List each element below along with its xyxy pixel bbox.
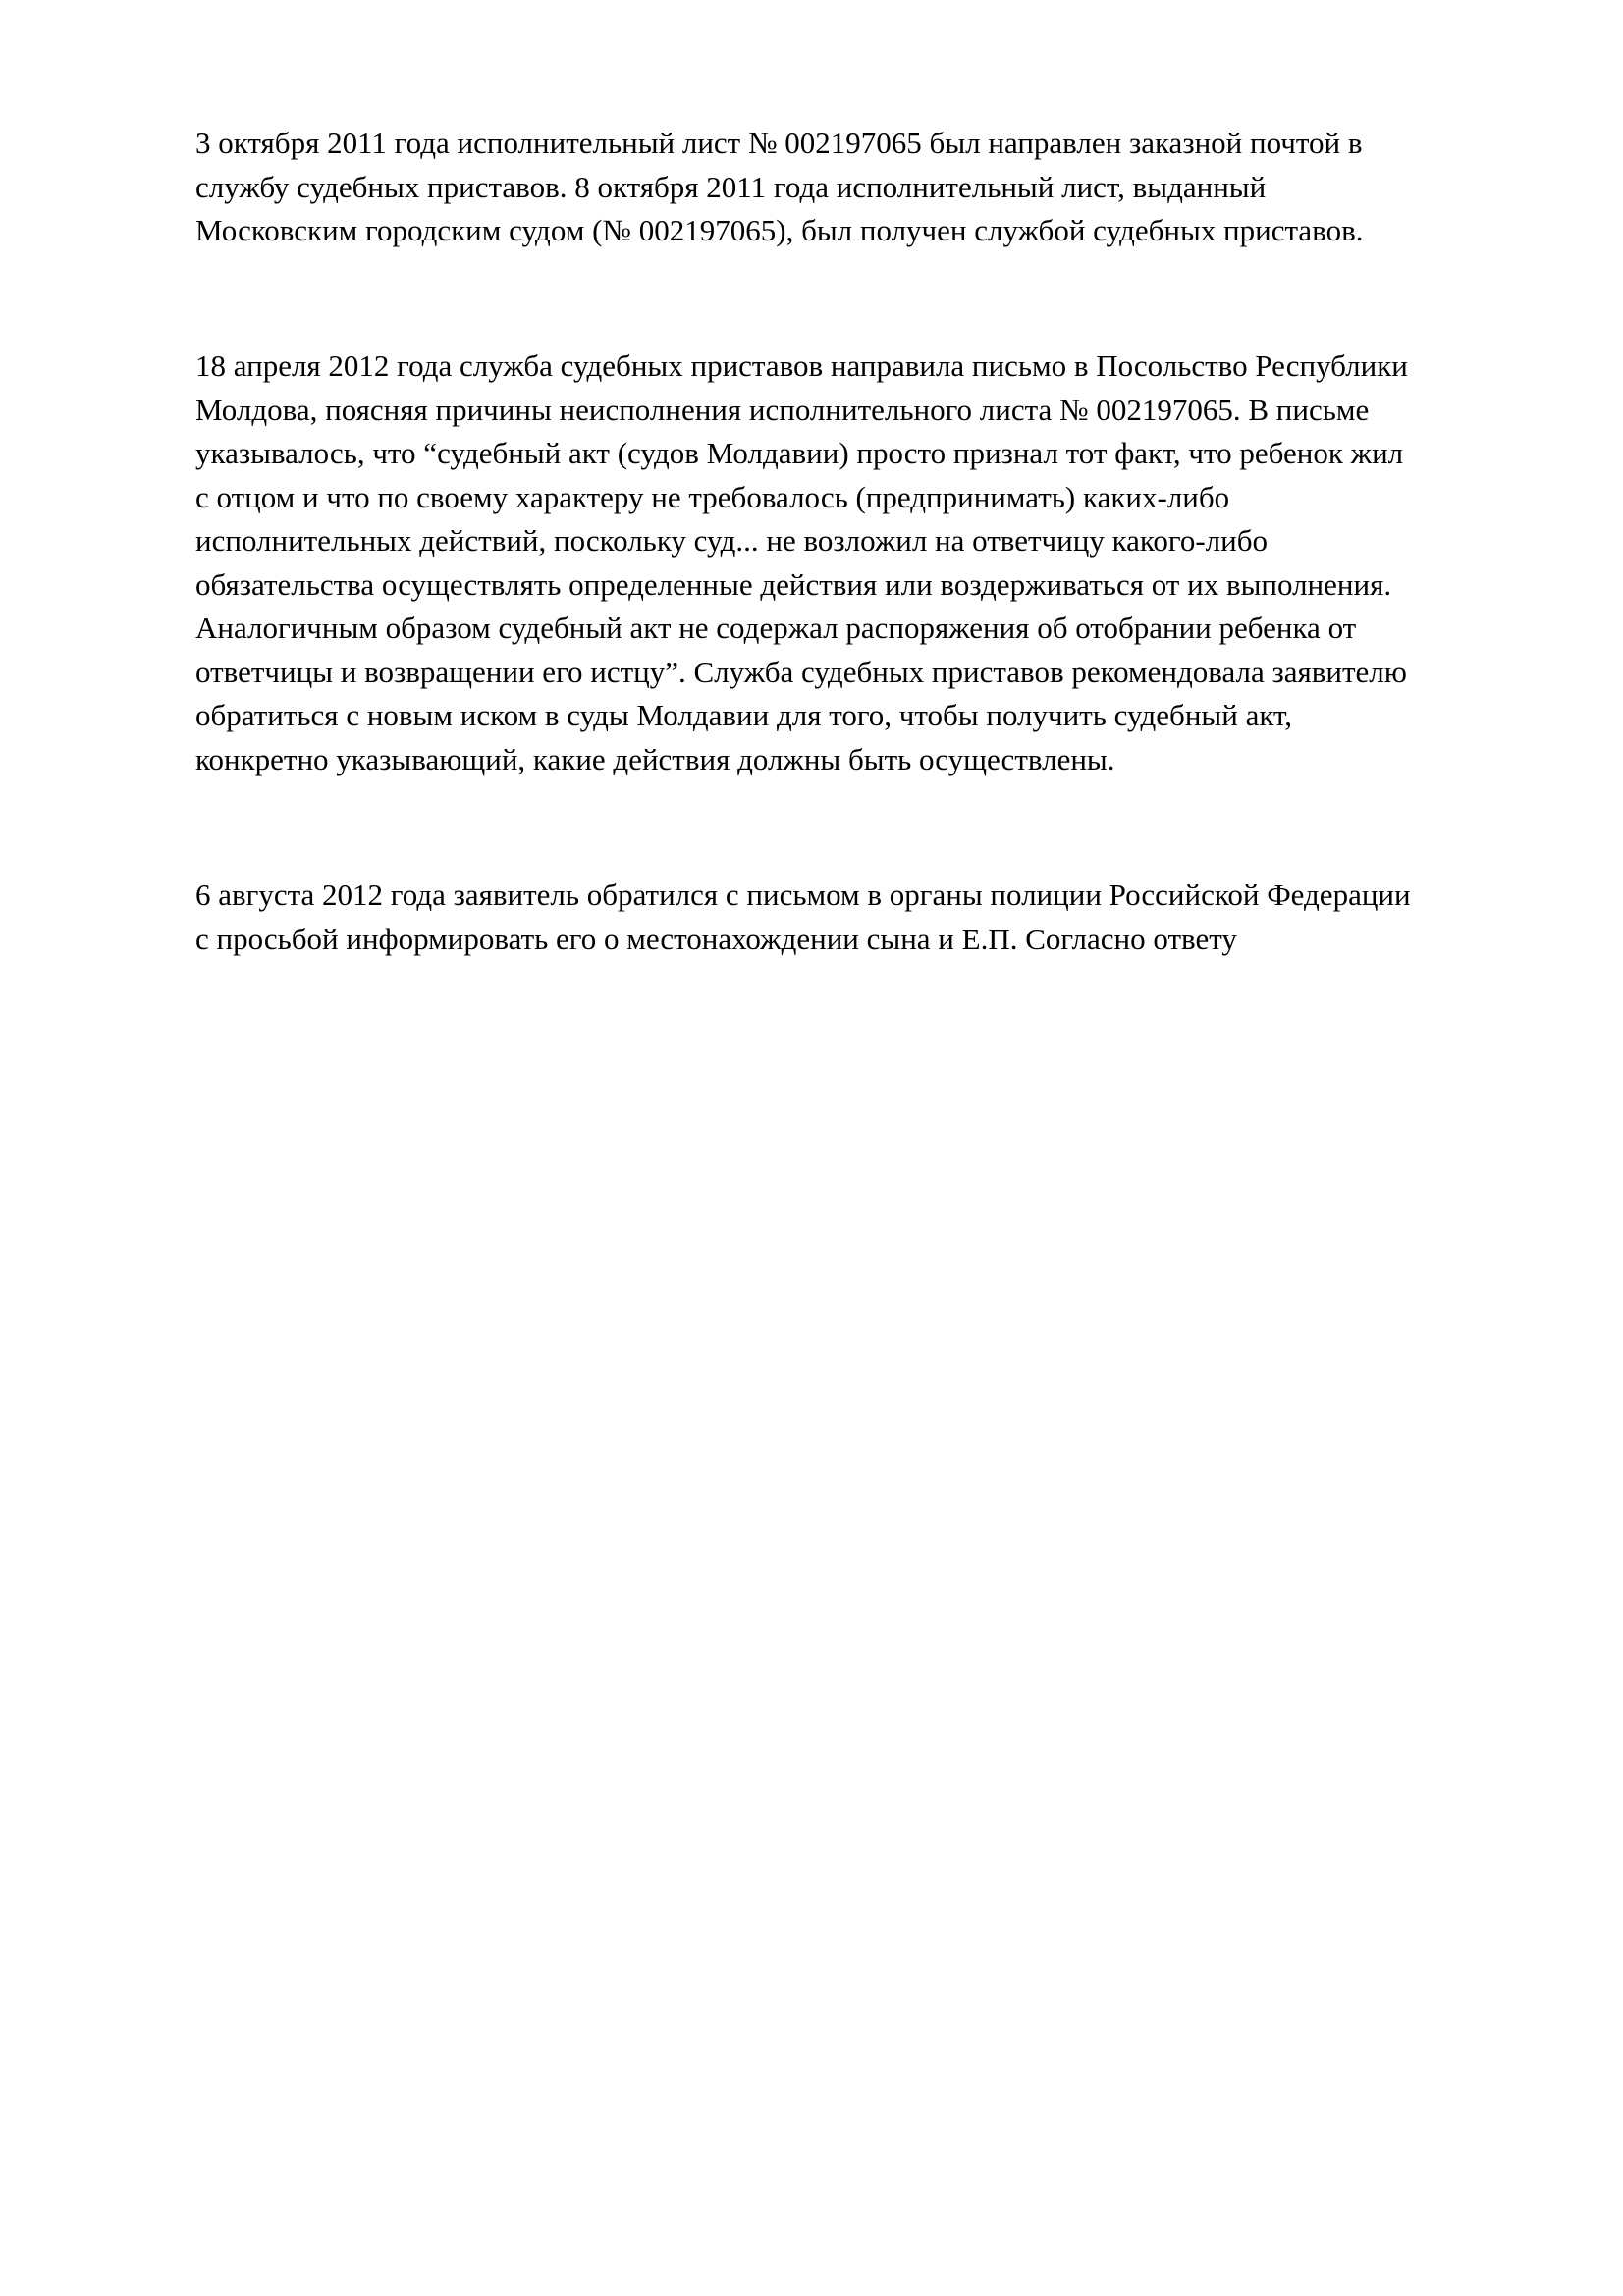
text-line: конкретно указывающий, какие действия должны быть осуществлены.: [195, 741, 1115, 776]
paragraph-enforcement-sent: [195, 122, 1550, 253]
text-line: обратиться с новым иском в суды Молдавии для того, чтобы получить судебный акт,: [195, 698, 1292, 732]
text-line: ответчицы и возвращении его истцу”. Служба судебных приставов рекомендовала заявителю: [195, 654, 1407, 689]
text-line: 6 августа 2012 года заявитель обратился с письмом в органы полиции Российской Федерации: [195, 878, 1411, 912]
text-line: исполнительных действий, поскольку суд... не возложил на ответчицу какого-либо: [195, 523, 1269, 558]
paragraph-police-request: [195, 874, 1550, 961]
paragraph-bailiff-letter: [195, 345, 1550, 781]
text-line: Молдова, поясняя причины неисполнения исполнительного листа № 002197065. В письме: [195, 392, 1370, 427]
text-line: службу судебных приставов. 8 октября 2011 года исполнительный лист, выданный: [195, 169, 1267, 204]
text-line: 3 октября 2011 года исполнительный лист № 002197065 был направлен заказной почтой в: [195, 126, 1363, 160]
text-line: Московским городским судом (№ 002197065), был получен службой судебных приставов.: [195, 213, 1364, 247]
text-line: Аналогичным образом судебный акт не содержал распоряжения об отобрании ребенка от: [195, 611, 1357, 645]
text-line: с отцом и что по своему характеру не требовалось (предпринимать) каких-либо: [195, 479, 1230, 514]
text-line: с просьбой информировать его о местонахождении сына и Е.П. Согласно ответу: [195, 921, 1237, 956]
text-line: указывалось, что “судебный акт (судов Молдавии) просто признал тот факт, что ребенок жил: [195, 436, 1404, 470]
text-line: 18 апреля 2012 года служба судебных приставов направила письмо в Посольство Республики: [195, 348, 1408, 383]
text-line: обязательства осуществлять определенные действия или воздерживаться от их выполнения.: [195, 566, 1392, 602]
